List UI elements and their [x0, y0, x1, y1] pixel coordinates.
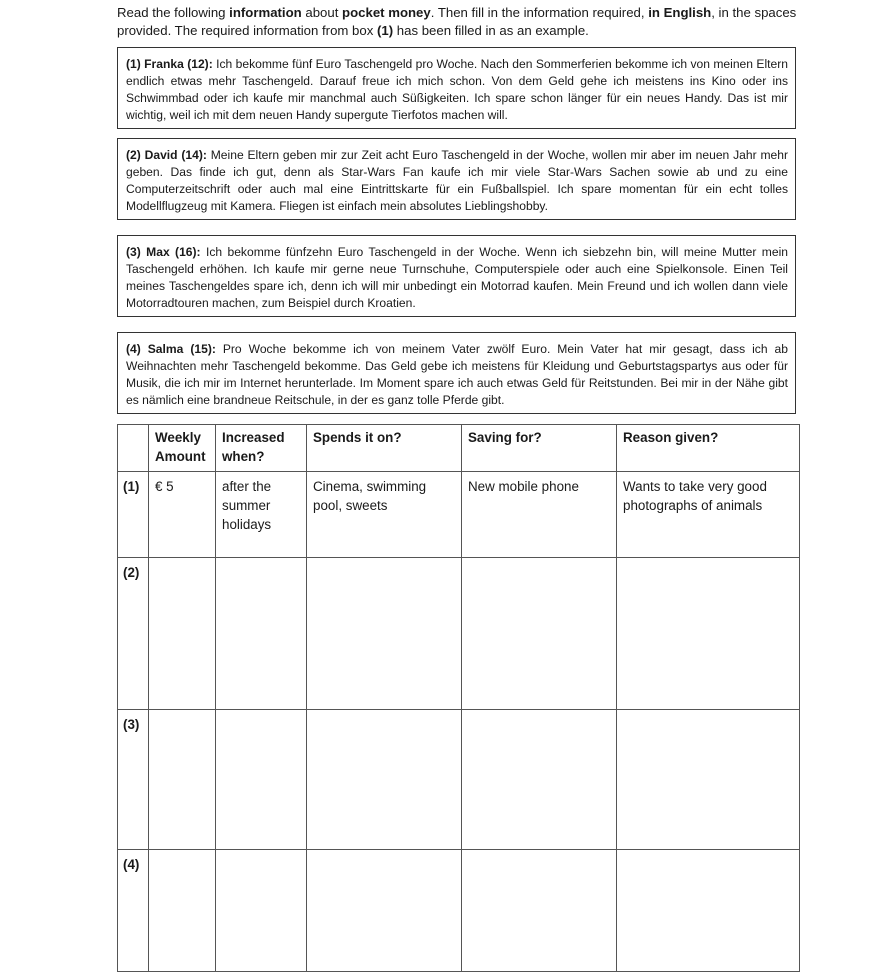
box-text: Ich bekomme fünf Euro Taschengeld pro Woche. Nach den Sommerferien bekomme ich von meinen Eltern endlich etwas mehr Taschengeld. Darauf freue ich mich schon. Von dem Geld gehe ich meistens ins Kino oder ins Schwimmbad oder ich kaufe mir manchmal auch Süßigkeiten. Ich spare schon länger für ein neues Handy. Das ist mir wichtig, weil ich mit dem neuen Handy supergute Tierfotos machen will.: [126, 57, 788, 122]
table-row-3: [118, 710, 800, 850]
cell-increased-when[interactable]: [216, 850, 307, 972]
instructions-bold: (1): [376, 22, 394, 38]
cell-saving-for[interactable]: [462, 710, 617, 850]
box-heading: (4) Salma (15):: [126, 342, 216, 356]
text-box-1-franka: [117, 47, 796, 129]
box-text: Ich bekomme fünfzehn Euro Taschengeld in der Woche. Wenn ich siebzehn bin, will meine Mutter mein Taschengeld erhöhen. Ich kaufe mir gerne neue Turnschuhe, Computerspiele oder auch eine Spielkonsole. Einen Teil meines Taschengeldes spare ich, denn ich will mir unbedingt ein Motorrad kaufen. Mein Freund und ich wollen dann viele Motorradtouren machen, zum Beispiel durch Kroatien.: [126, 245, 789, 310]
box-text: Meine Eltern geben mir zur Zeit acht Euro Taschengeld in der Woche, wollen mir aber im neuen Jahr mehr geben. Das finde ich gut, denn als Star-Wars Fan kaufe ich mir viele Star-Wars Sachen sowie ab und zu eine Computerzeitschrift oder auch mal eine Eintrittskarte für ein Fußballspiel. Ich spare momentan für ein echt tolles Modellflugzeug mit Kamera. Fliegen ist einfach mein absolutes Lieblingshobby.: [126, 148, 788, 213]
header-empty: [118, 425, 149, 472]
cell-spends-on[interactable]: [307, 710, 462, 850]
box-text: Pro Woche bekomme ich von meinem Vater zwölf Euro. Mein Vater hat mir gesagt, dass ich ab Weihnachten mehr Taschengeld bekomme. Das Geld gebe ich meistens für Kleidung und Geburtstagspartys aus oder für Musik, die ich mir im Internet herunterlade. Im Moment spare ich auch etwas Geld für Reitstunden. Bei mir in der Nähe gibt es nämlich eine brandneue Reitschule, in der es ganz tolle Pferde gibt.: [126, 342, 788, 407]
cell-reason-given: Wants to take very good photographs of animals: [617, 472, 800, 558]
answer-table: [117, 424, 800, 972]
table-row-2: [118, 558, 800, 710]
instructions-text: , in the spaces provided. The required information from box: [117, 5, 797, 38]
instructions-bold: information: [229, 5, 302, 20]
cell-increased-when[interactable]: [216, 558, 307, 710]
cell-spends-on[interactable]: [307, 850, 462, 972]
cell-saving-for: New mobile phone: [462, 472, 617, 558]
text-box-2-david: [117, 138, 796, 220]
cell-spends-on[interactable]: [307, 558, 462, 710]
cell-reason-given[interactable]: [617, 850, 800, 972]
table-row-1: [118, 472, 800, 558]
cell-reason-given[interactable]: [617, 558, 800, 710]
row-number: (2): [118, 558, 149, 710]
cell-reason-given[interactable]: [617, 710, 800, 850]
text-box-4-salma: [117, 332, 796, 414]
instructions-text: about: [301, 5, 343, 20]
instructions: [117, 4, 797, 39]
header-increased-when: Increased when?: [216, 425, 307, 472]
text-box-3-max: [117, 235, 796, 317]
header-saving-for: Saving for?: [462, 425, 617, 472]
cell-saving-for[interactable]: [462, 558, 617, 710]
header-reason-given: Reason given?: [617, 425, 800, 472]
header-weekly-amount: Weekly Amount: [149, 425, 216, 472]
cell-saving-for[interactable]: [462, 850, 617, 972]
cell-weekly-amount[interactable]: [149, 710, 216, 850]
cell-weekly-amount[interactable]: [149, 558, 216, 710]
instructions-text: . Then fill in the information required,: [430, 5, 649, 20]
instructions-bold: in English: [648, 5, 712, 20]
header-spends-on: Spends it on?: [307, 425, 462, 472]
cell-weekly-amount[interactable]: [149, 850, 216, 972]
instructions-text: Read the following: [117, 5, 230, 20]
table-row-4: [118, 850, 800, 972]
row-number: (1): [118, 472, 149, 558]
box-heading: (1) Franka (12):: [126, 57, 213, 71]
cell-increased-when: after the summer holidays: [216, 472, 307, 558]
box-heading: (3) Max (16):: [126, 245, 201, 259]
box-heading: (2) David (14):: [126, 148, 207, 162]
cell-spends-on: Cinema, swimming pool, sweets: [307, 472, 462, 558]
cell-increased-when[interactable]: [216, 710, 307, 850]
table-header-row: [118, 425, 800, 472]
cell-weekly-amount: € 5: [149, 472, 216, 558]
instructions-text: has been filled in as an example.: [393, 22, 589, 38]
row-number: (4): [118, 850, 149, 972]
row-number: (3): [118, 710, 149, 850]
instructions-bold: pocket money: [342, 5, 431, 20]
